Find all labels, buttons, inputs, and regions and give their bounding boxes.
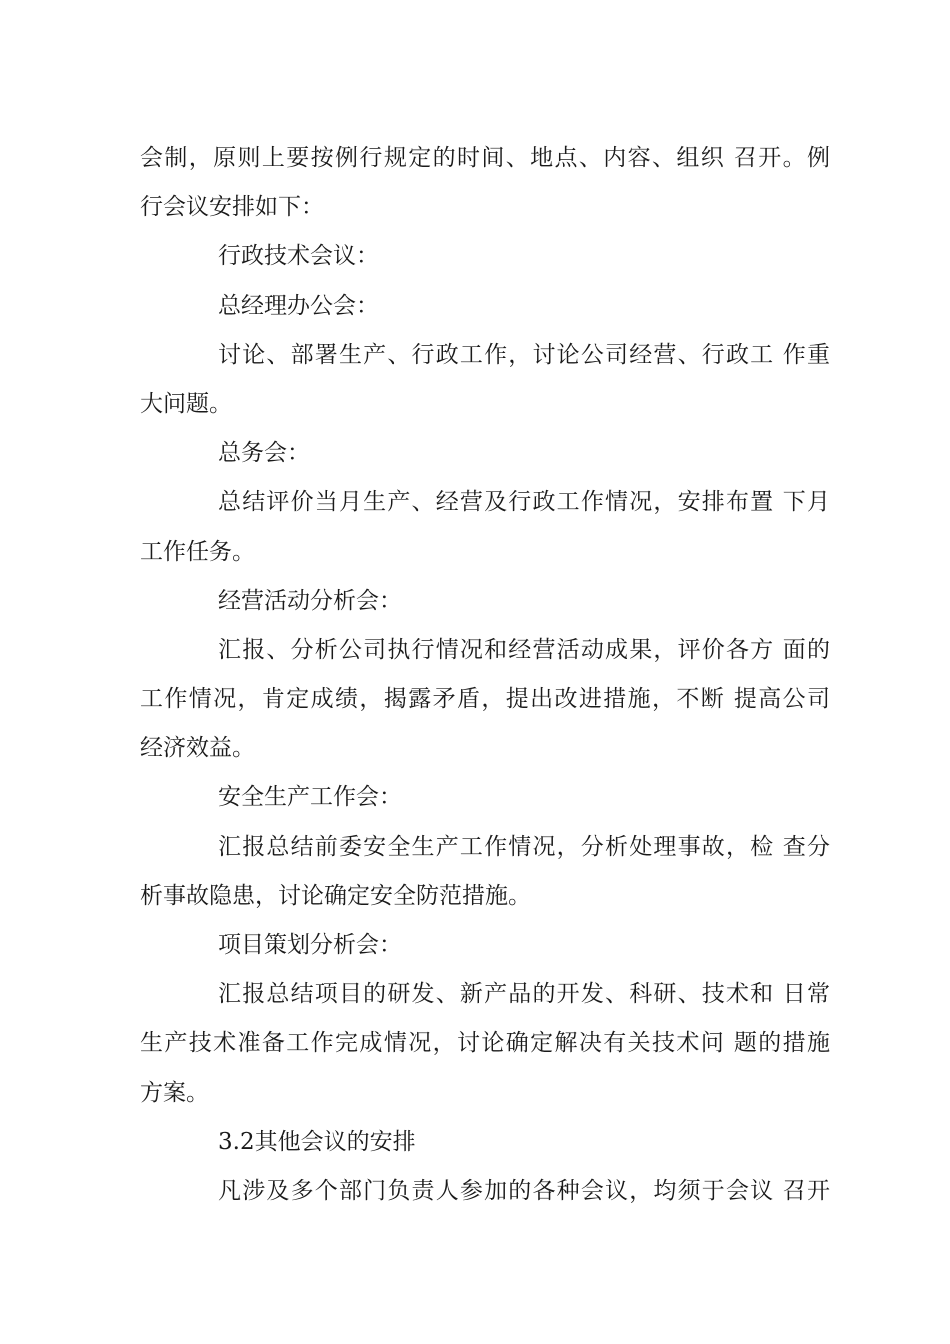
paragraph-line: 析事故隐患，讨论确定安全防范措施。 bbox=[140, 882, 531, 909]
paragraph-line: 方案。 bbox=[140, 1079, 209, 1106]
section-heading: 安全生产工作会： bbox=[218, 784, 402, 811]
paragraph-line: 生产技术准备工作完成情况，讨论确定解决有关技术问 题的措施 bbox=[140, 1030, 830, 1057]
paragraph-line: 会制，原则上要按例行规定的时间、地点、内容、组织 召开。例 bbox=[140, 145, 830, 171]
paragraph-line: 经济效益。 bbox=[140, 735, 255, 762]
section-heading: 总经理办公会： bbox=[218, 292, 379, 319]
paragraph-line: 工作情况，肯定成绩，揭露矛盾，提出改进措施，不断 提高公司 bbox=[140, 686, 830, 713]
paragraph-line: 汇报总结项目的研发、新产品的开发、科研、技术和 日常 bbox=[218, 981, 830, 1008]
document-body bbox=[140, 134, 830, 1216]
paragraph-line: 大问题。 bbox=[140, 390, 232, 417]
paragraph-line: 凡涉及多个部门负责人参加的各种会议，均须于会议 召开 bbox=[218, 1177, 830, 1204]
section-heading: 项目策划分析会： bbox=[218, 932, 402, 958]
section-heading: 行政技术会议： bbox=[218, 243, 379, 270]
section-heading: 总务会： bbox=[218, 440, 310, 467]
paragraph-line: 汇报总结前委安全生产工作情况，分析处理事故，检 查分 bbox=[218, 833, 830, 860]
section-heading: 经营活动分析会： bbox=[218, 587, 402, 614]
paragraph-line: 汇报、分析公司执行情况和经营活动成果，评价各方 面的 bbox=[218, 636, 830, 663]
paragraph-line: 工作任务。 bbox=[140, 538, 255, 565]
paragraph-line: 总结评价当月生产、经营及行政工作情况，安排布置 下月 bbox=[218, 489, 830, 516]
paragraph-line: 行会议安排如下： bbox=[140, 194, 324, 221]
section-heading: 3.2其他会议的安排 bbox=[218, 1128, 416, 1155]
paragraph-line: 讨论、部署生产、行政工作，讨论公司经营、行政工 作重 bbox=[218, 341, 830, 368]
